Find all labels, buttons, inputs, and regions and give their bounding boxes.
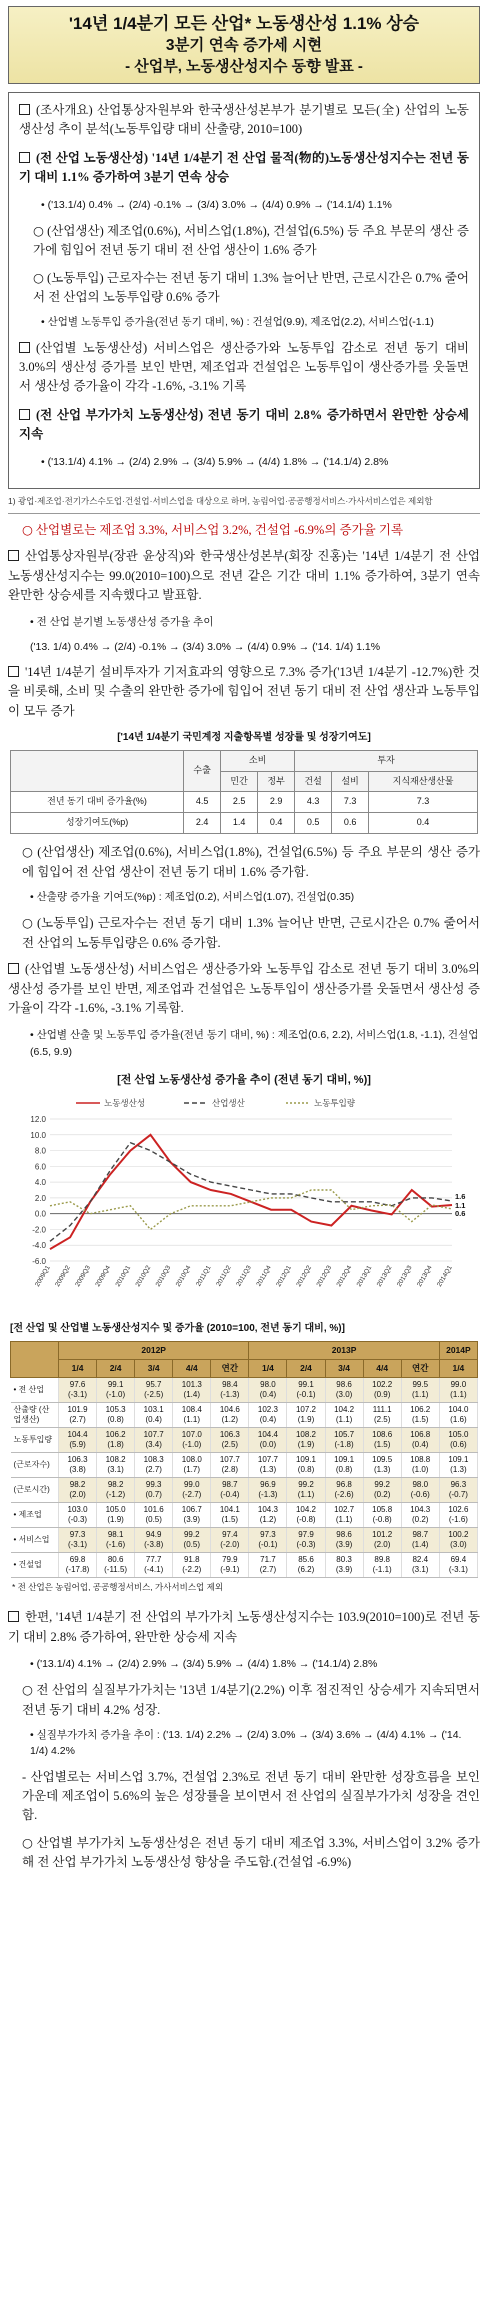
table-cell: 98.1 (-1.6) — [97, 1528, 135, 1553]
table-cell: 98.6 (3.9) — [325, 1528, 363, 1553]
table-cell: 98.6 (3.0) — [325, 1378, 363, 1403]
end-data-label: 1.6 — [455, 1191, 466, 1201]
row-label: • 전 산업 — [11, 1378, 59, 1403]
table-cell: 107.0 (-1.0) — [173, 1428, 211, 1453]
end-data-label: 1.1 — [455, 1200, 466, 1210]
table-cell: 99.2 (1.1) — [287, 1478, 325, 1503]
x-tick-label: 2009Q1 — [34, 1264, 52, 1288]
legend-label: 산업생산 — [212, 1097, 245, 1108]
gdp-subheader: 지식재산생산물 — [369, 771, 478, 792]
y-tick-label: 0.0 — [34, 1209, 46, 1219]
x-tick-label: 2010Q4 — [174, 1264, 193, 1288]
gdp-header-export: 수출 — [184, 750, 221, 792]
table-row — [11, 1403, 478, 1428]
summary-labor-input-detail: • 산업별 노동투입 증가율(전년 동기 대비, %) : 건설업(9.9), 제조업(2.2), 서비스업(-1.1) — [41, 316, 434, 329]
quarter-header: 연간 — [401, 1359, 439, 1377]
table-cell: 109.1 (0.8) — [287, 1453, 325, 1478]
series-line — [50, 1135, 452, 1249]
gdp-cell: 2.5 — [221, 792, 258, 813]
table-cell: 111.1 (2.5) — [363, 1403, 401, 1428]
gdp-row-label: 전년 동기 대비 증가율(%) — [11, 792, 184, 813]
tail-real-value-added-trend: • 실질부가가치 증가율 추이 : ('13. 1/4) 2.2% → (2/4) 3.0% → (3/4) 3.6% → (4/4) 4.1% → ('14. 1/4) 4.2% — [30, 1728, 462, 1758]
table-cell: 107.7 (3.4) — [135, 1428, 173, 1453]
table-cell: 104.4 (5.9) — [59, 1428, 97, 1453]
x-tick-label: 2013Q2 — [375, 1264, 394, 1288]
gdp-cell: 4.5 — [184, 792, 221, 813]
y-tick-label: 8.0 — [34, 1146, 46, 1156]
table-cell: 80.6 (-11.5) — [97, 1553, 135, 1578]
quarter-header: 1/4 — [439, 1359, 477, 1377]
table-cell: 97.6 (-3.1) — [59, 1378, 97, 1403]
summary-productivity: (전 산업 노동생산성) '14년 1/4분기 전 산업 물적(物的)노동생산성지수는 전년 동기 대비 1.1% 증가하여 3분기 연속 상승 — [19, 150, 469, 185]
body-announcement: 산업통상자원부(장관 윤상직)와 한국생산성본부(회장 진홍)는 '14년 1/4분기 전 산업 노동생산성지수는 99.0(2010=100)으로 전년 같은 기간 대비 1.1% 증가하여, 3분기 연속 완만한 상승세를 지속했다고 발표함. — [8, 549, 480, 603]
table-cell: 99.2 (0.5) — [173, 1528, 211, 1553]
y-tick-label: -2.0 — [32, 1225, 46, 1235]
table-row — [11, 1553, 478, 1578]
table-cell: 95.7 (-2.5) — [135, 1378, 173, 1403]
table-cell: 108.3 (2.7) — [135, 1453, 173, 1478]
row-label: 산출량 (산업생산) — [11, 1403, 59, 1428]
gdp-row — [11, 792, 478, 813]
year-header-2013: 2013P — [249, 1341, 439, 1359]
quarter-header: 4/4 — [363, 1359, 401, 1377]
table-cell: 104.1 (1.5) — [211, 1503, 249, 1528]
circle-bullet-icon: ○ — [33, 269, 45, 285]
gdp-row — [11, 813, 478, 834]
legend-label: 노동투입량 — [314, 1097, 356, 1108]
gdp-cell: 0.4 — [369, 813, 478, 834]
table-cell: 89.8 (-1.1) — [363, 1553, 401, 1578]
quarter-header: 1/4 — [249, 1359, 287, 1377]
x-tick-label: 2011Q1 — [195, 1264, 213, 1288]
footnote: 1) 광업·제조업·전기가스수도업·건설업·서비스업을 대상으로 하며, 농림어업·공공행정서비스·가사서비스업은 제외함 — [8, 495, 480, 514]
square-bullet-icon — [19, 409, 30, 420]
table-cell: 104.2 (-0.8) — [287, 1503, 325, 1528]
body-labor: ○ (노동투입) 근로자수는 전년 동기 대비 1.3% 늘어난 반면, 근로시간은 0.7% 줄어서 전 산업의 노동투입량은 0.6% 증가함. — [22, 915, 480, 950]
body-output-contrib: • 산출량 증가율 기여도(%p) : 제조업(0.2), 서비스업(1.07), 건설업(0.35) — [30, 891, 355, 904]
table-cell: 79.9 (-9.1) — [211, 1553, 249, 1578]
table-cell: 108.8 (1.0) — [401, 1453, 439, 1478]
index-table-title: [전 산업 및 산업별 노동생산성지수 및 증가율 (2010=100, 전년 동기 대비, %)] — [10, 1323, 345, 1335]
table-cell: 69.8 (-17.8) — [59, 1553, 97, 1578]
gdp-subheader: 건설 — [295, 771, 332, 792]
gdp-cell: 0.6 — [332, 813, 369, 834]
x-tick-label: 2010Q3 — [154, 1264, 173, 1288]
y-tick-label: -6.0 — [32, 1256, 46, 1266]
tail-real-value-added: ○ 전 산업의 실질부가가치는 '13년 1/4분기(2.2%) 이후 점진적인 상승세가 지속되면서 전년 동기 대비 4.2% 성장. — [22, 1682, 480, 1717]
summary-productivity-trend: • ('13.1/4) 0.4% → (2/4) -0.1% → (3/4) 3.0% → (4/4) 0.9% → ('14.1/4) 1.1% — [41, 198, 392, 211]
quarter-header: 2/4 — [97, 1359, 135, 1377]
body-industry-productivity: (산업별 노동생산성) 서비스업은 생산증가와 노동투입 감소로 전년 동기 대비 3.0%의 생산성 증가를 보인 반면, 제조업과 건설업은 노동투입이 생산증가를 웃돌면서 생산성 증가율이 각각 -1.6%, -3.1% 기록함. — [8, 962, 480, 1015]
quarter-header: 3/4 — [135, 1359, 173, 1377]
table-cell: 91.8 (-2.2) — [173, 1553, 211, 1578]
table-cell: 71.7 (2.7) — [249, 1553, 287, 1578]
table-cell: 97.4 (-2.0) — [211, 1528, 249, 1553]
gdp-header-investment: 투자 — [295, 750, 478, 771]
headline-source: - 산업부, 노동생산성지수 동향 발표 - — [125, 57, 363, 75]
summary-survey: (조사개요) 산업통상자원부와 한국생산성본부가 분기별로 모든(全) 산업의 노동생산성 추이 분석(노동투입량 대비 산출량, 2010=100) — [19, 103, 469, 137]
square-bullet-icon — [19, 104, 30, 115]
x-tick-label: 2010Q1 — [114, 1264, 133, 1288]
gdp-header-consumption: 소비 — [221, 750, 295, 771]
summary-value-added: (전 산업 부가가치 노동생산성) 전년 동기 대비 2.8% 증가하면서 완만한 상승세 지속 — [19, 407, 469, 442]
table-cell: 98.2 (-1.2) — [97, 1478, 135, 1503]
tail-value-added: 한편, '14년 1/4분기 전 산업의 부가가치 노동생산성지수는 103.9(2010=100)로 전년 동기 대비 2.8% 증가하여, 완만한 상승세 지속 — [8, 1610, 480, 1644]
x-tick-label: 2009Q3 — [74, 1264, 92, 1288]
quarter-header: 2/4 — [287, 1359, 325, 1377]
table-cell: 98.0 (-0.6) — [401, 1478, 439, 1503]
chart-title: [전 산업 노동생산성 증가율 추이 (전년 동기 대비, %)] — [117, 1073, 371, 1086]
quarter-header: 4/4 — [173, 1359, 211, 1377]
gdp-cell: 4.3 — [295, 792, 332, 813]
table-cell: 107.2 (1.9) — [287, 1403, 325, 1428]
table-cell: 98.0 (0.4) — [249, 1378, 287, 1403]
circle-bullet-icon: ○ — [22, 1834, 34, 1850]
headline-subtitle: 3분기 연속 증가세 시현 — [165, 36, 323, 54]
table-cell: 105.0 (1.9) — [97, 1503, 135, 1528]
summary-output: ○ (산업생산) 제조업(0.6%), 서비스업(1.8%), 건설업(6.5%) 등 주요 부문의 생산 증가에 힘입어 전년 동기 대비 전 산업 생산이 1.6% 증가 — [33, 222, 469, 258]
table-cell: 99.0 (-2.7) — [173, 1478, 211, 1503]
table-cell: 102.3 (0.4) — [249, 1403, 287, 1428]
table-cell: 98.4 (-1.3) — [211, 1378, 249, 1403]
square-bullet-icon — [19, 152, 30, 163]
table-cell: 109.5 (1.3) — [363, 1453, 401, 1478]
gdp-cell: 0.5 — [295, 813, 332, 834]
table-cell: 97.3 (-3.1) — [59, 1528, 97, 1553]
gdp-row-label: 성장기여도(%p) — [11, 813, 184, 834]
quarter-header: 1/4 — [59, 1359, 97, 1377]
circle-bullet-icon: ○ — [33, 222, 45, 238]
table-cell: 106.2 (1.5) — [401, 1403, 439, 1428]
body-investment: '14년 1/4분기 설비투자가 기저효과의 영향으로 7.3% 증가('13년 1/4분기 -12.7%)한 것을 비롯해, 소비 및 수출의 완만한 증가에 힘입어 전년 동기 대비 전 산업 생산과 노동투입이 모두 증가 — [8, 664, 480, 718]
summary-value-added-trend: • ('13.1/4) 4.1% → (2/4) 2.9% → (3/4) 5.9% → (4/4) 1.8% → ('14.1/4) 2.8% — [41, 455, 389, 468]
body-section — [8, 520, 480, 721]
table-cell: 98.7 (1.4) — [401, 1528, 439, 1553]
square-bullet-icon — [8, 1611, 19, 1622]
gdp-header-blank — [11, 750, 184, 792]
row-label: (근로자수) — [11, 1453, 59, 1478]
summary-box — [8, 92, 480, 489]
table-cell: 102.2 (0.9) — [363, 1378, 401, 1403]
gdp-cell: 7.3 — [332, 792, 369, 813]
table-cell: 103.1 (0.4) — [135, 1403, 173, 1428]
square-bullet-icon — [19, 342, 30, 353]
x-tick-label: 2009Q4 — [94, 1264, 113, 1288]
table-cell: 101.9 (2.7) — [59, 1403, 97, 1428]
gdp-cell: 2.9 — [258, 792, 295, 813]
x-tick-label: 2011Q3 — [235, 1264, 253, 1288]
table-cell: 102.7 (1.1) — [325, 1503, 363, 1528]
table-cell: 104.2 (1.1) — [325, 1403, 363, 1428]
circle-bullet-icon: ○ — [22, 521, 33, 537]
gdp-subheader: 설비 — [332, 771, 369, 792]
row-label: • 제조업 — [11, 1503, 59, 1528]
industry-highlight: ○ 산업별로는 제조업 3.3%, 서비스업 3.2%, 건설업 -6.9%의 증가율 기록 — [22, 521, 404, 537]
table-cell: 108.0 (1.7) — [173, 1453, 211, 1478]
table-cell: 99.1 (-1.0) — [97, 1378, 135, 1403]
row-label: • 건설업 — [11, 1553, 59, 1578]
table-cell: 104.4 (0.0) — [249, 1428, 287, 1453]
table-cell: 105.0 (0.6) — [439, 1428, 477, 1453]
table-cell: 107.7 (2.8) — [211, 1453, 249, 1478]
end-data-label: 0.6 — [455, 1208, 466, 1218]
table-row — [11, 1503, 478, 1528]
x-tick-label: 2014Q1 — [436, 1264, 454, 1288]
x-tick-label: 2013Q3 — [395, 1264, 414, 1288]
productivity-chart — [16, 1072, 472, 1311]
gdp-cell: 0.4 — [258, 813, 295, 834]
gdp-table-title: ['14년 1/4분기 국민계정 지출항목별 성장률 및 성장기여도] — [117, 732, 371, 744]
table-cell: 101.6 (0.5) — [135, 1503, 173, 1528]
circle-bullet-icon: ○ — [22, 915, 34, 931]
x-tick-label: 2013Q4 — [415, 1264, 434, 1288]
table-cell: 69.4 (-3.1) — [439, 1553, 477, 1578]
table-cell: 98.7 (-0.4) — [211, 1478, 249, 1503]
gdp-cell: 7.3 — [369, 792, 478, 813]
table-cell: 99.1 (-0.1) — [287, 1378, 325, 1403]
table-row — [11, 1478, 478, 1503]
gdp-cell: 2.4 — [184, 813, 221, 834]
table-cell: 105.7 (-1.8) — [325, 1428, 363, 1453]
quarter-header: 연간 — [211, 1359, 249, 1377]
table-cell: 107.7 (1.3) — [249, 1453, 287, 1478]
table-cell: 96.3 (-0.7) — [439, 1478, 477, 1503]
table-row — [11, 1428, 478, 1453]
gdp-cell: 1.4 — [221, 813, 258, 834]
square-bullet-icon — [8, 666, 19, 677]
table-cell: 109.1 (1.3) — [439, 1453, 477, 1478]
table-row — [11, 1528, 478, 1553]
tail-industry-productivity: ○ 산업별 부가가치 노동생산성은 전년 동기 대비 제조업 3.3%, 서비스업이 3.2% 증가해 전 산업 부가가치 노동생산성 향상을 주도함.(건설업 -6.9%) — [22, 1834, 480, 1870]
table-row — [11, 1378, 478, 1403]
table-cell: 109.1 (0.8) — [325, 1453, 363, 1478]
body-trend-heading: • 전 산업 분기별 노동생산성 증가율 추이 — [30, 616, 214, 629]
summary-by-industry: (산업별 노동생산성) 서비스업은 생산증가와 노동투입 감소로 전년 동기 대비 3.0%의 생산성 증가를 보인 반면, 제조업과 건설업은 노동투입이 생산증가를 웃돌면서 생산성 증가율이 각각 -1.6%, -3.1% 기록 — [19, 340, 469, 394]
table-cell: 99.5 (1.1) — [401, 1378, 439, 1403]
square-bullet-icon — [8, 963, 19, 974]
x-tick-label: 2013Q1 — [355, 1264, 374, 1288]
table-cell: 108.2 (3.1) — [97, 1453, 135, 1478]
table-cell: 104.0 (1.6) — [439, 1403, 477, 1428]
body-trend-values: ('13. 1/4) 0.4% → (2/4) -0.1% → (3/4) 3.0% → (4/4) 0.9% → ('14. 1/4) 1.1% — [30, 640, 381, 653]
table-cell: 106.2 (1.8) — [97, 1428, 135, 1453]
table-cell: 104.3 (1.2) — [249, 1503, 287, 1528]
table-cell: 100.2 (3.0) — [439, 1528, 477, 1553]
tail-value-added-trend: • ('13.1/4) 4.1% → (2/4) 2.9% → (3/4) 5.9% → (4/4) 1.8% → ('14.1/4) 2.8% — [30, 1657, 378, 1670]
table-cell: 104.6 (1.2) — [211, 1403, 249, 1428]
gdp-subheader: 민간 — [221, 771, 258, 792]
body-section-2 — [8, 842, 480, 1059]
table-cell: 99.2 (0.2) — [363, 1478, 401, 1503]
index-table-note: * 전 산업은 농림어업, 공공행정서비스, 가사서비스업 제외 — [12, 1582, 224, 1593]
index-table-corner — [11, 1341, 59, 1377]
x-tick-label: 2011Q4 — [255, 1264, 273, 1288]
table-cell: 82.4 (3.1) — [401, 1553, 439, 1578]
body-industry-detail: • 산업별 산출 및 노동투입 증가율(전년 동기 대비, %) : 제조업(0.6, 2.2), 서비스업(1.8, -1.1), 건설업(6.5, 9.9) — [30, 1029, 479, 1058]
table-cell: 96.9 (-1.3) — [249, 1478, 287, 1503]
y-tick-label: -4.0 — [32, 1241, 46, 1251]
gdp-table — [10, 750, 478, 835]
square-bullet-icon — [8, 550, 19, 561]
x-tick-label: 2011Q2 — [215, 1264, 233, 1288]
table-cell: 103.0 (-0.3) — [59, 1503, 97, 1528]
table-cell: 99.3 (0.7) — [135, 1478, 173, 1503]
table-cell: 106.3 (2.5) — [211, 1428, 249, 1453]
summary-labor-input: ○ (노동투입) 근로자수는 전년 동기 대비 1.3% 늘어난 반면, 근로시간은 0.7% 줄어서 전 산업의 노동투입량 0.6% 증가 — [33, 269, 469, 304]
chart-svg — [16, 1093, 472, 1305]
tail-section — [8, 1608, 480, 1872]
gdp-subheader: 정부 — [258, 771, 295, 792]
quarter-header: 3/4 — [325, 1359, 363, 1377]
circle-bullet-icon: ○ — [22, 1682, 34, 1698]
table-cell: 85.6 (6.2) — [287, 1553, 325, 1578]
x-tick-label: 2012Q1 — [275, 1264, 293, 1288]
gdp-table-section — [10, 730, 478, 834]
year-header-2012: 2012P — [59, 1341, 249, 1359]
y-tick-label: 12.0 — [30, 1114, 46, 1124]
series-line — [50, 1142, 452, 1241]
x-tick-label: 2010Q2 — [134, 1264, 153, 1288]
table-cell: 96.8 (-2.6) — [325, 1478, 363, 1503]
table-cell: 97.9 (-0.3) — [287, 1528, 325, 1553]
x-tick-label: 2009Q2 — [54, 1264, 72, 1288]
table-cell: 106.3 (3.8) — [59, 1453, 97, 1478]
table-cell: 105.8 (-0.8) — [363, 1503, 401, 1528]
table-cell: 98.2 (2.0) — [59, 1478, 97, 1503]
x-tick-label: 2012Q3 — [315, 1264, 334, 1288]
table-cell: 94.9 (-3.8) — [135, 1528, 173, 1553]
row-label: • 서비스업 — [11, 1528, 59, 1553]
row-label: (근로시간) — [11, 1478, 59, 1503]
legend-label: 노동생산성 — [104, 1097, 146, 1108]
x-tick-label: 2012Q4 — [335, 1264, 354, 1288]
table-row — [11, 1453, 478, 1478]
table-cell: 97.3 (-0.1) — [249, 1528, 287, 1553]
table-cell: 99.0 (1.1) — [439, 1378, 477, 1403]
headline-title: '14년 1/4분기 모든 산업* 노동생산성 1.1% 상승 — [68, 14, 420, 33]
y-tick-label: 6.0 — [34, 1162, 46, 1172]
body-output: ○ (산업생산) 제조업(0.6%), 서비스업(1.8%), 건설업(6.5%) 등 주요 부문의 생산 증가에 힘입어 전 산업 생산이 전년 동기 대비 1.6% 증가함. — [22, 844, 480, 879]
table-cell: 106.8 (0.4) — [401, 1428, 439, 1453]
table-cell: 80.3 (3.9) — [325, 1553, 363, 1578]
circle-bullet-icon: ○ — [22, 844, 35, 860]
table-cell: 108.4 (1.1) — [173, 1403, 211, 1428]
tail-by-industry: - 산업별로는 서비스업 3.7%, 건설업 2.3%로 전년 동기 대비 완만한 성장흐름을 보인 가운데 제조업이 5.6%의 높은 성장률을 보이면서 전 산업의 실질부가가치 성장을 견인함. — [22, 1769, 480, 1823]
table-cell: 101.2 (2.0) — [363, 1528, 401, 1553]
y-tick-label: 2.0 — [34, 1193, 46, 1203]
table-cell: 108.6 (1.5) — [363, 1428, 401, 1453]
table-cell: 77.7 (-4.1) — [135, 1553, 173, 1578]
series-line — [50, 1190, 452, 1229]
headline-box — [8, 6, 480, 84]
table-cell: 102.6 (-1.6) — [439, 1503, 477, 1528]
y-tick-label: 10.0 — [30, 1130, 46, 1140]
y-tick-label: 4.0 — [34, 1177, 46, 1187]
table-cell: 101.3 (1.4) — [173, 1378, 211, 1403]
row-label: 노동투입량 — [11, 1428, 59, 1453]
year-header-2014: 2014P — [439, 1341, 477, 1359]
table-cell: 104.3 (0.2) — [401, 1503, 439, 1528]
table-cell: 105.3 (0.8) — [97, 1403, 135, 1428]
table-cell: 108.2 (1.9) — [287, 1428, 325, 1453]
x-tick-label: 2012Q2 — [295, 1264, 314, 1288]
table-cell: 106.7 (3.9) — [173, 1503, 211, 1528]
index-table — [10, 1341, 478, 1578]
